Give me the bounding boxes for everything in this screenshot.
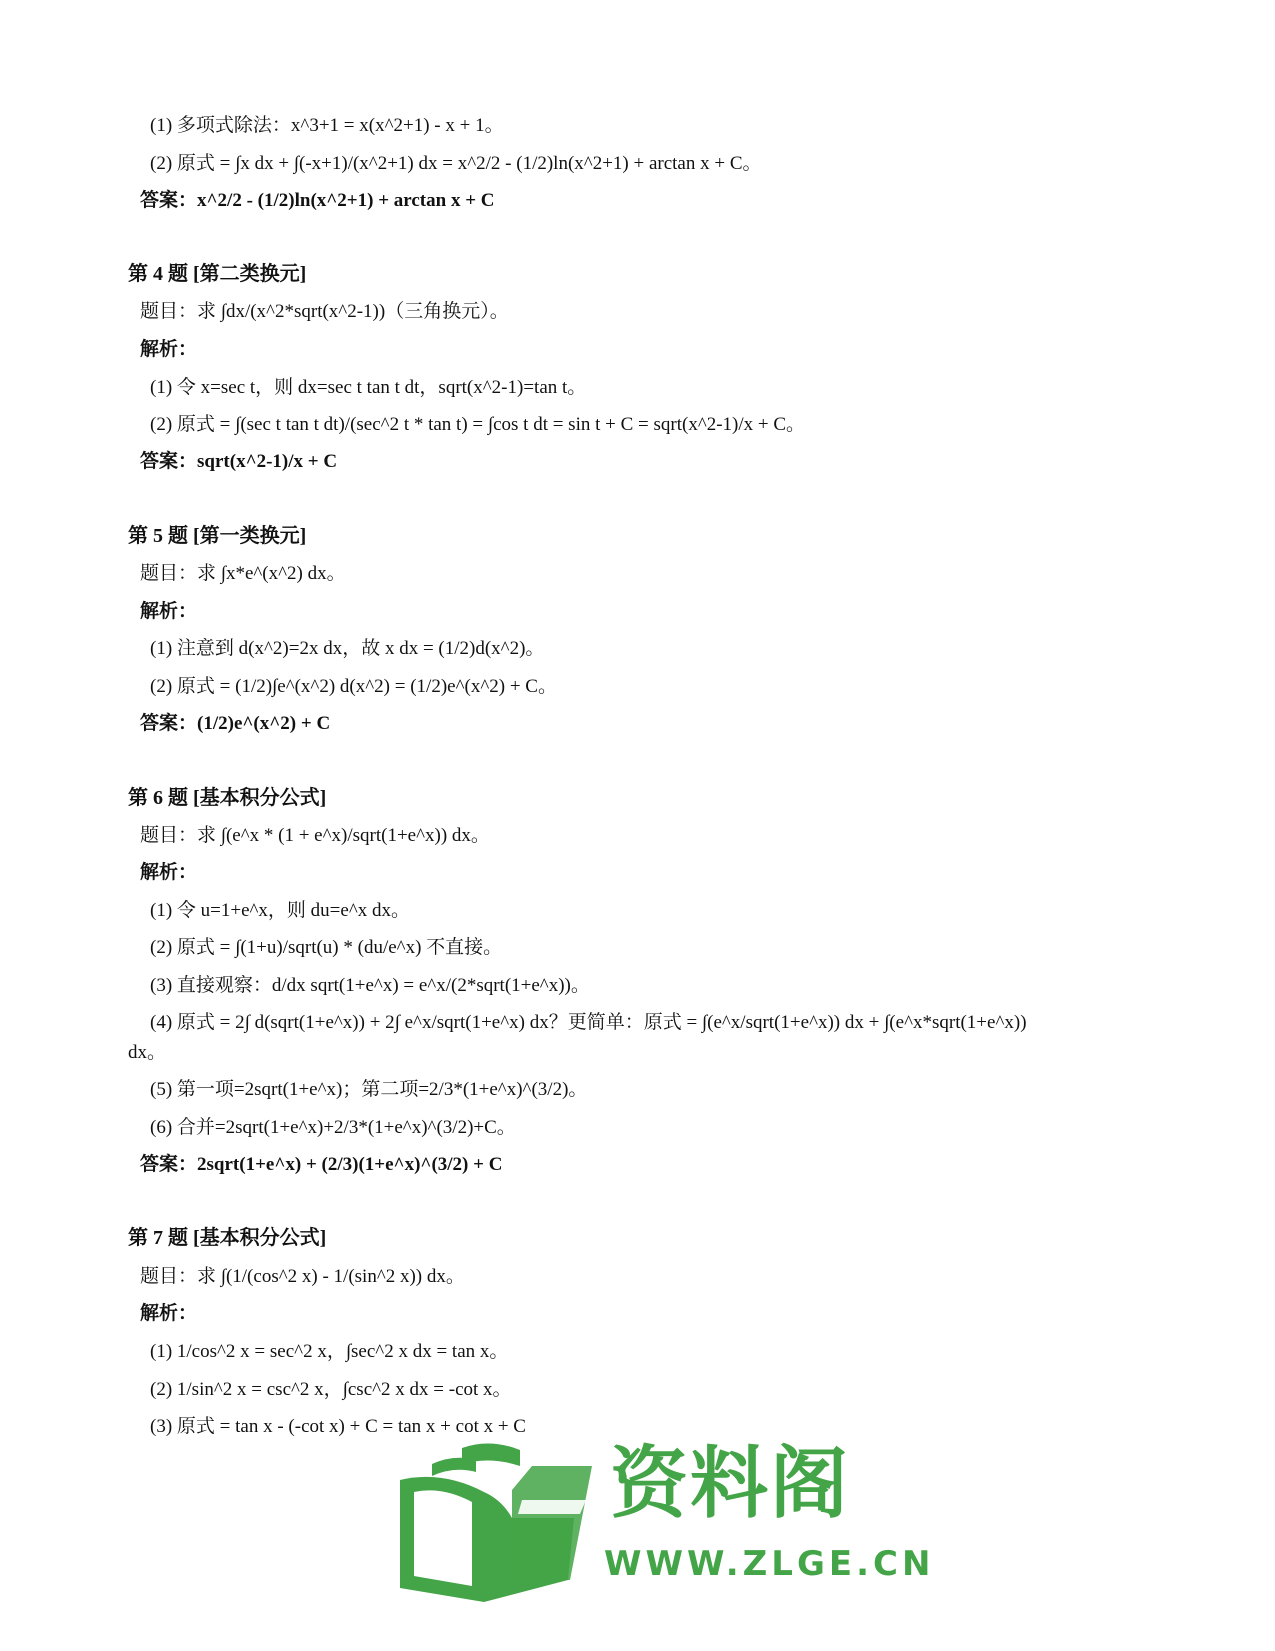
answer-value: 2sqrt(1+e^x) + (2/3)(1+e^x)^(3/2) + C — [197, 1154, 503, 1175]
q7-step-1: (1) 1/cos^2 x = sec^2 x，∫sec^2 x dx = tan x。 — [150, 1341, 509, 1362]
q6-step-3: (3) 直接观察：d/dx sqrt(1+e^x) = e^x/(2*sqrt(1+e^x))。 — [150, 975, 590, 996]
q5-answer — [140, 712, 330, 736]
q6-step-2: (2) 原式 = ∫(1+u)/sqrt(u) * (du/e^x) 不直接。 — [150, 937, 503, 958]
q4-step-1: (1) 令 x=sec t，则 dx=sec t tan t dt，sqrt(x^2-1)=tan t。 — [150, 377, 587, 398]
q4-answer — [140, 450, 337, 474]
q7-step-3: (3) 原式 = tan x - (-cot x) + C = tan x + cot x + C — [150, 1416, 526, 1437]
q4-analysis-label: 解析： — [140, 339, 198, 360]
watermark — [392, 1430, 935, 1605]
q6-step-6: (6) 合并=2sqrt(1+e^x)+2/3*(1+e^x)^(3/2)+C。 — [150, 1117, 516, 1138]
q3-step-1: (1) 多项式除法：x^3+1 = x(x^2+1) - x + 1。 — [150, 115, 504, 136]
q7-heading: 第 7 题 [基本积分公式] — [128, 1227, 327, 1249]
watermark-url: WWW.ZLGE.CN — [604, 1544, 935, 1584]
watermark-title: 资料阁 — [610, 1439, 851, 1529]
q4-problem: 题目：求 ∫dx/(x^2*sqrt(x^2-1))（三角换元）。 — [140, 301, 509, 322]
answer-label: 答案： — [140, 1154, 198, 1175]
q6-heading: 第 6 题 [基本积分公式] — [128, 787, 327, 809]
q7-problem: 题目：求 ∫(1/(cos^2 x) - 1/(sin^2 x)) dx。 — [140, 1266, 465, 1287]
q6-step-1: (1) 令 u=1+e^x，则 du=e^x dx。 — [150, 900, 410, 921]
q5-problem: 题目：求 ∫x*e^(x^2) dx。 — [140, 563, 346, 584]
q6-step-5: (5) 第一项=2sqrt(1+e^x)；第二项=2/3*(1+e^x)^(3/2)。 — [150, 1079, 588, 1100]
answer-value: x^2/2 - (1/2)ln(x^2+1) + arctan x + C — [197, 190, 495, 211]
q4-step-2: (2) 原式 = ∫(sec t tan t dt)/(sec^2 t * tan t) = ∫cos t dt = sin t + C = sqrt(x^2-1)/x + C。 — [150, 414, 806, 435]
q6-answer — [140, 1153, 502, 1177]
q5-analysis-label: 解析： — [140, 601, 198, 622]
q5-step-1: (1) 注意到 d(x^2)=2x dx，故 x dx = (1/2)d(x^2)。 — [150, 638, 545, 659]
q6-analysis-label: 解析： — [140, 862, 198, 883]
answer-value: (1/2)e^(x^2) + C — [197, 713, 331, 734]
q6-step-4: (4) 原式 = 2∫ d(sqrt(1+e^x)) + 2∫ e^x/sqrt(1+e^x) dx？更简单：原式 = ∫(e^x/sqrt(1+e^x)) dx + ∫(e^x*sqrt(1+e^x)) — [150, 1012, 1027, 1033]
q5-heading: 第 5 题 [第一类换元] — [128, 525, 307, 547]
q7-step-2: (2) 1/sin^2 x = csc^2 x，∫csc^2 x dx = -cot x。 — [150, 1379, 512, 1400]
answer-label: 答案： — [140, 451, 198, 472]
answer-label: 答案： — [140, 713, 198, 734]
q3-step-2: (2) 原式 = ∫x dx + ∫(-x+1)/(x^2+1) dx = x^2/2 - (1/2)ln(x^2+1) + arctan x + C。 — [150, 153, 762, 174]
q4-heading: 第 4 题 [第二类换元] — [128, 263, 307, 285]
q6-step-4-continued: dx。 — [128, 1042, 167, 1063]
q7-analysis-label: 解析： — [140, 1303, 198, 1324]
q6-problem: 题目：求 ∫(e^x * (1 + e^x)/sqrt(1+e^x)) dx。 — [140, 825, 490, 846]
book-logo-icon — [392, 1430, 597, 1605]
answer-label: 答案： — [140, 190, 198, 211]
answer-value: sqrt(x^2-1)/x + C — [197, 451, 338, 472]
q5-step-2: (2) 原式 = (1/2)∫e^(x^2) d(x^2) = (1/2)e^(x^2) + C。 — [150, 676, 557, 697]
q3-answer — [140, 189, 495, 213]
